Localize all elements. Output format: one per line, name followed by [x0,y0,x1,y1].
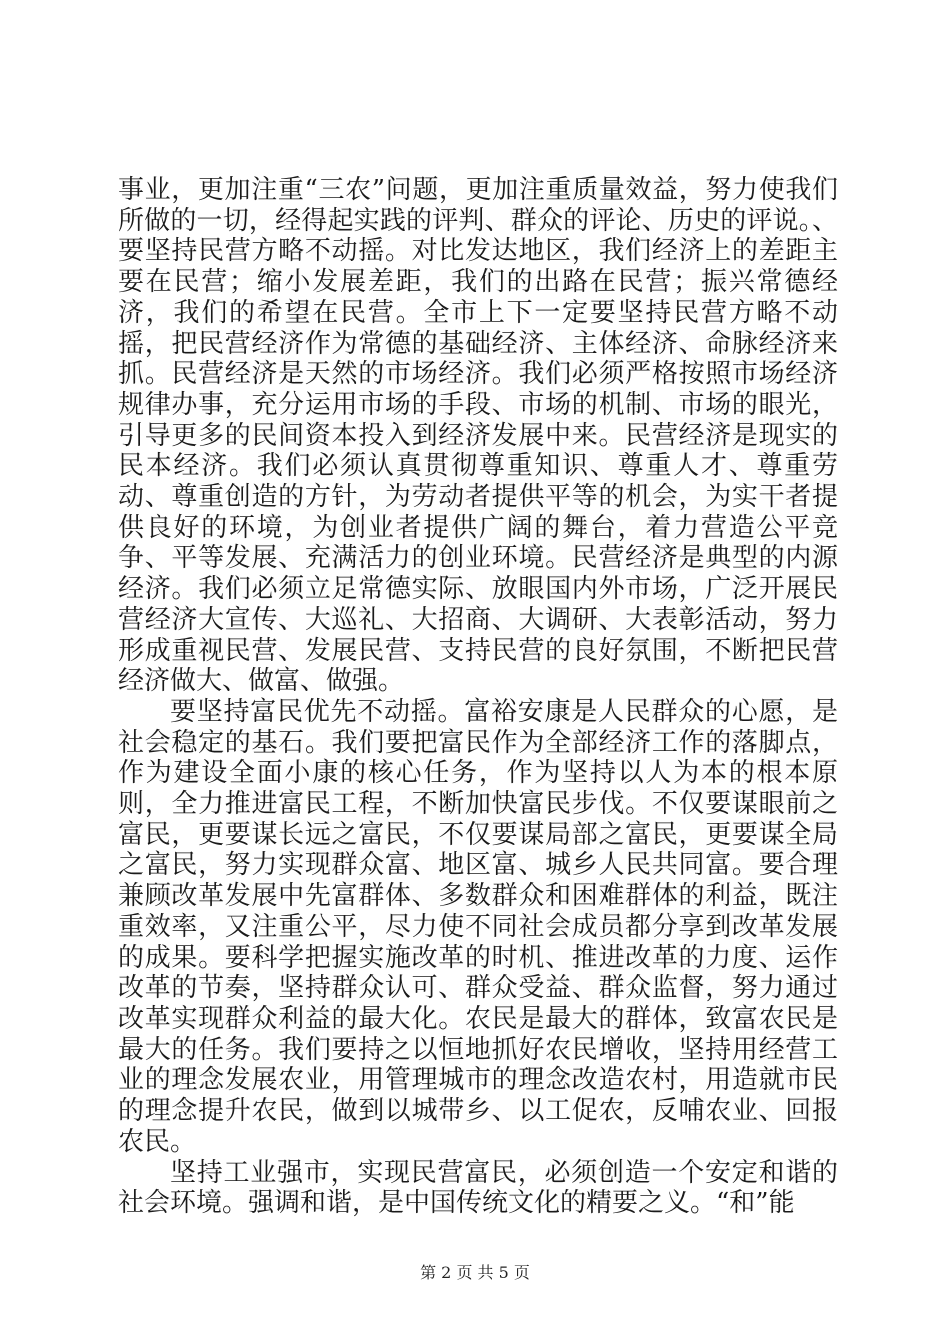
paragraph-3: 坚持工业强市，实现民营富民，必须创造一个安定和谐的社会环境。强调和谐，是中国传统文化的精要之义。“和”能 [118,1157,838,1219]
paragraph-2: 要坚持富民优先不动摇。富裕安康是人民群众的心愿，是社会稳定的基石。我们要把富民作为全部经济工作的落脚点，作为建设全面小康的核心任务，作为坚持以人为本的根本原则，全力推进富民工程，不断加快富民步伐。不仅要谋眼前之富民，更要谋长远之富民，不仅要谋局部之富民，更要谋全局之富民，努力实现群众富、地区富、城乡人民共同富。要合理兼顾改革发展中先富群体、多数群众和困难群体的利益，既注重效率，又注重公平，尽力使不同社会成员都分享到改革发展的成果。要科学把握实施改革的时机、推进改革的力度、运作改革的节奏，坚持群众认可、群众受益、群众监督，努力通过改革实现群众利益的最大化。农民是最大的群体，致富农民是最大的任务。我们要持之以恒地抓好农民增收，坚持用经营工业的理念发展农业，用管理城市的理念改造农村，用造就市民的理念提升农民，做到以城带乡、以工促农，反哺农业、回报农民。 [118,696,838,1157]
page-footer: 第 2 页 共 5 页 [420,1263,530,1282]
document-body [118,175,838,1219]
paragraph-1: 事业，更加注重“三农”问题，更加注重质量效益，努力使我们所做的一切，经得起实践的评判、群众的评论、历史的评说。、要坚持民营方略不动摇。对比发达地区，我们经济上的差距主要在民营；缩小发展差距，我们的出路在民营；振兴常德经济，我们的希望在民营。全市上下一定要坚持民营方略不动摇，把民营经济作为常德的基础经济、主体经济、命脉经济来抓。民营经济是天然的市场经济。我们必须严格按照市场经济规律办事，充分运用市场的手段、市场的机制、市场的眼光，引导更多的民间资本投入到经济发展中来。民营经济是现实的民本经济。我们必须认真贯彻尊重知识、尊重人才、尊重劳动、尊重创造的方针，为劳动者提供平等的机会，为实干者提供良好的环境，为创业者提供广阔的舞台，着力营造公平竞争、平等发展、充满活力的创业环境。民营经济是典型的内源经济。我们必须立足常德实际、放眼国内外市场，广泛开展民营经济大宣传、大巡礼、大招商、大调研、大表彰活动，努力形成重视民营、发展民营、支持民营的良好氛围，不断把民营经济做大、做富、做强。 [118,175,838,697]
